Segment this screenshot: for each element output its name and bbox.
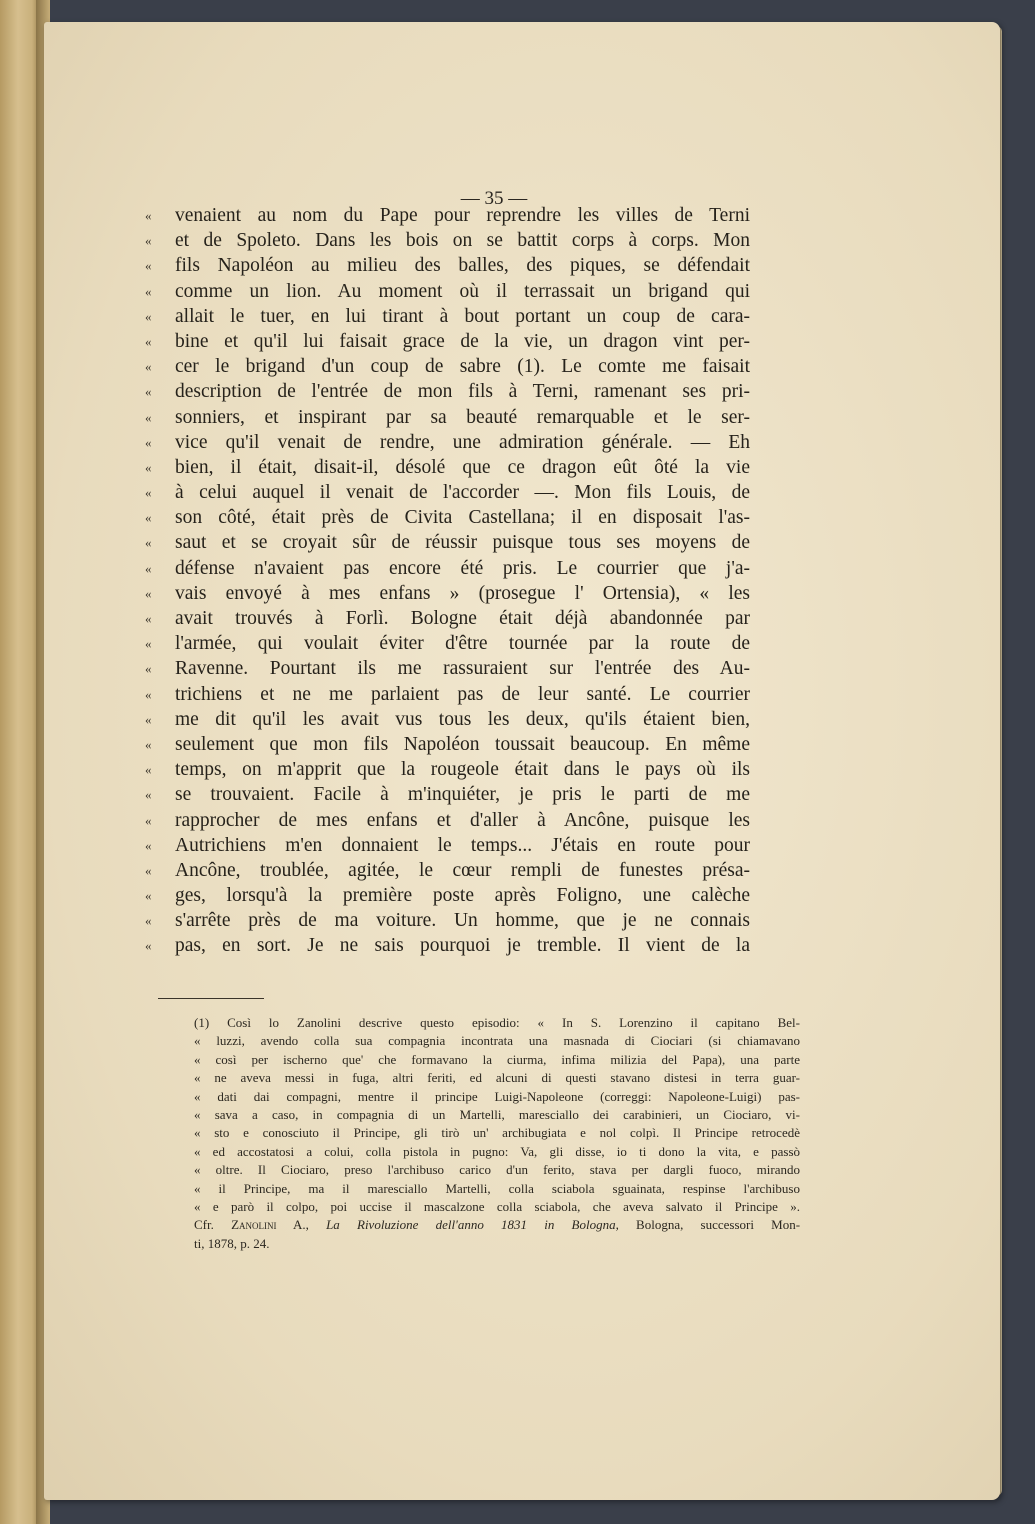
footnote-line: « e parò il colpo, poi uccise il mascalzone colla sciabola, che aveva salvato il Principe ». <box>194 1198 800 1214</box>
text-line: « Ravenne. Pourtant ils me rassuraient sur l'entrée des Au- <box>145 656 750 681</box>
footnote-line: « dati dai compagni, mentre il principe Luigi-Napoleone (correggi: Napoleone-Luigi) pas- <box>194 1088 800 1104</box>
book-page <box>44 22 1000 1500</box>
quote-mark: « <box>145 736 152 752</box>
text-line: « sonniers, et inspirant par sa beauté remarquable et le ser- <box>145 405 750 430</box>
text-line: « saut et se croyait sûr de réussir puisque tous ses moyens de <box>145 530 750 555</box>
text-line: « Ancône, troublée, agitée, le cœur rempli de funestes présa- <box>145 858 750 883</box>
text-line: « vice qu'il venait de rendre, une admiration générale. — Eh <box>145 430 750 455</box>
text-line: « trichiens et ne me parlaient pas de leur santé. Le courrier <box>145 682 750 707</box>
quote-mark: « <box>145 308 152 324</box>
citation-line-2: ti, 1878, p. 24. <box>194 1235 270 1251</box>
quote-mark: « <box>145 661 152 677</box>
text-line: « son côté, était près de Civita Castellana; il en disposait l'as- <box>145 505 750 530</box>
footnote-rule <box>158 998 264 999</box>
citation-prefix: Cfr. <box>194 1217 214 1233</box>
quote-mark: « <box>145 283 152 299</box>
text-line: « comme un lion. Au moment où il terrassait un brigand qui <box>145 279 750 304</box>
text-line: « Autrichiens m'en donnaient le temps... J'étais en route pour <box>145 833 750 858</box>
footnote-line: « luzzi, avendo colla sua compagnia incontrata una masnada di Ciociari (si chiamavano <box>194 1033 800 1049</box>
text-line: « bine et qu'il lui faisait grace de la vie, un dragon vint per- <box>145 329 750 354</box>
quote-mark: « <box>145 636 152 652</box>
text-line: « fils Napoléon au milieu des balles, des piques, se défendait <box>145 253 750 278</box>
text-line: « avait trouvés à Forlì. Bologne était déjà abandonnée par <box>145 606 750 631</box>
footnote-line: « sto e conosciuto il Principe, gli tirò un' archibugiata e nol colpì. Il Principe retrocedè <box>194 1125 800 1141</box>
text-line: « l'armée, qui voulait éviter d'être tournée par la route de <box>145 631 750 656</box>
text-line: « bien, il était, disait-il, désolé que ce dragon eût ôté la vie <box>145 455 750 480</box>
quote-mark: « <box>145 233 152 249</box>
quote-mark: « <box>145 258 152 274</box>
text-line: « rapprocher de mes enfans et d'aller à Ancône, puisque les <box>145 808 750 833</box>
text-line: « seulement que mon fils Napoléon toussait beaucoup. En même <box>145 732 750 757</box>
quote-mark: « <box>145 611 152 626</box>
quote-mark: « <box>145 359 152 375</box>
quote-mark: « <box>145 686 152 702</box>
text-line: « et de Spoleto. Dans les bois on se battit corps à corps. Mon <box>145 228 750 253</box>
quote-mark: « <box>145 459 152 475</box>
quote-mark: « <box>145 333 152 349</box>
text-line: « allait le tuer, en lui tirant à bout portant un coup de cara- <box>145 304 750 329</box>
text-line: « venaient au nom du Pape pour reprendre les villes de Terni <box>145 203 750 228</box>
quote-mark: « <box>145 812 152 828</box>
quote-mark: « <box>145 384 152 400</box>
footnote-line: « ed accostatosi a colui, colla pistola in pugno: Va, gli disse, io ti dono la vita, e passò <box>194 1143 800 1159</box>
footnote-line: « sava a caso, in compagnia di un Martelli, maresciallo dei carabinieri, un Ciociaro, vi- <box>194 1106 800 1122</box>
text-line: « me dit qu'il les avait vus tous les deux, qu'ils étaient bien, <box>145 707 750 732</box>
quote-mark: « <box>145 711 152 727</box>
text-line: « vais envoyé à mes enfans » (prosegue l' Ortensia), « les <box>145 581 750 606</box>
footnote-line: « ne aveva messi in fuga, altri feriti, ed alcuni di questi stavano distesi in terra guar- <box>194 1070 800 1086</box>
footnote-line: « così per ischerno que' che formavano la ciurma, infima milizia del Papa), una parte <box>194 1051 800 1067</box>
quote-mark: « <box>145 409 152 425</box>
quote-mark: « <box>145 787 152 803</box>
quote-mark: « <box>145 862 152 878</box>
text-line: « se trouvaient. Facile à m'inquiéter, je pris le parti de me <box>145 782 750 807</box>
footnote <box>194 1014 800 1253</box>
quote-mark: « <box>145 585 152 601</box>
quote-mark: « <box>145 888 152 904</box>
body-text <box>145 203 750 959</box>
page-number: — 35 — <box>460 188 528 209</box>
quote-mark: « <box>145 434 152 450</box>
quote-mark: « <box>145 535 152 551</box>
text-line: « cer le brigand d'un coup de sabre (1). Le comte me faisait <box>145 354 750 379</box>
quote-mark: « <box>145 208 152 223</box>
text-line: « pas, en sort. Je ne sais pourquoi je tremble. Il vient de la <box>145 933 750 958</box>
footnote-line: « oltre. Il Ciociaro, preso l'archibuso carico d'un ferito, stava per dargli fuoco, mirando <box>194 1162 800 1178</box>
quote-mark: « <box>145 913 152 929</box>
citation-author: Zanolini A., <box>231 1217 309 1233</box>
text-line: « défense n'avaient pas encore été pris. Le courrier que j'a- <box>145 556 750 581</box>
citation-title: La Rivoluzione dell'anno 1831 in Bologna, <box>326 1217 619 1233</box>
text-line: « à celui auquel il venait de l'accorder —. Mon fils Louis, de <box>145 480 750 505</box>
footnote-line: (1) Così lo Zanolini descrive questo episodio: « In S. Lorenzino il capitano Bel- <box>194 1015 800 1030</box>
text-line: « description de l'entrée de mon fils à Terni, ramenant ses pri- <box>145 379 750 404</box>
quote-mark: « <box>145 837 152 853</box>
quote-mark: « <box>145 762 152 778</box>
text-line: « temps, on m'apprit que la rougeole était dans le pays où ils <box>145 757 750 782</box>
citation-line <box>194 1216 800 1234</box>
text-line: « ges, lorsqu'à la première poste après Foligno, une calèche <box>145 883 750 908</box>
facing-page-edge <box>0 0 40 1524</box>
quote-mark: « <box>145 510 152 526</box>
quote-mark: « <box>145 485 152 501</box>
citation-publisher: Bologna, successori Mon- <box>636 1217 801 1233</box>
text-line: « s'arrête près de ma voiture. Un homme, que je ne connais <box>145 908 750 933</box>
quote-mark: « <box>145 938 152 954</box>
quote-mark: « <box>145 560 152 576</box>
footnote-line: « il Principe, ma il maresciallo Martelli, colla sciabola sguainata, respinse l'archibuso <box>194 1180 800 1196</box>
